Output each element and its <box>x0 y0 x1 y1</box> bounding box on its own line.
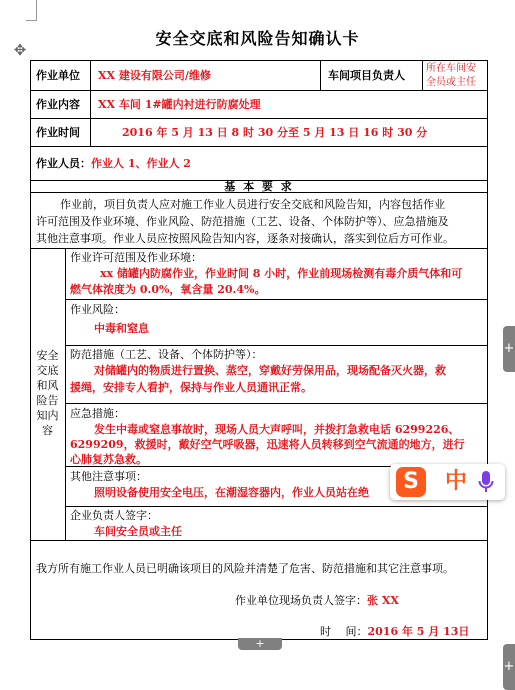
side-label-line: 容 <box>42 424 53 437</box>
sign-label: 企业负责人签字： <box>70 509 158 522</box>
requirements-line-3: 其他注意事项。作业人员应按照风险告知内容，逐条对接确认，落实到位后方可作业。 <box>36 232 454 245</box>
side-label-line: 险告 <box>36 394 59 407</box>
side-label-line: 安全 <box>36 349 59 362</box>
page-corner-mark <box>26 0 37 21</box>
unit-label: 作业单位 <box>36 69 80 82</box>
requirements-heading: 基 本 要 求 <box>224 180 294 193</box>
risk-value: 中毒和窒息 <box>94 322 149 335</box>
side-label-line: 知内 <box>36 409 59 422</box>
ime-toolbar[interactable] <box>390 464 505 500</box>
time-value: 2016 年 5 月 13 日 8 时 30 分至 5 月 13 日 16 时 30 分 <box>122 126 428 139</box>
onsite-sign-value: 张 XX <box>367 594 399 607</box>
sogou-logo-icon[interactable]: S <box>396 467 426 497</box>
scope-label: 作业许可范围及作业环境： <box>70 251 202 264</box>
supervisor-label: 车间项目负责人 <box>328 69 405 82</box>
prevention-label: 防范措施（工艺、设备、个体防护等）： <box>70 348 263 361</box>
other-value: 照明设备使用安全电压，在潮湿容器内，作业人员站在绝 <box>94 486 369 499</box>
ime-chinese-mode-toggle[interactable]: 中 <box>445 469 468 494</box>
date-value: 2016 年 5 月 13日 <box>367 625 470 638</box>
content-label: 作业内容 <box>36 98 80 111</box>
confirmation-table <box>30 60 488 640</box>
unit-value: XX 建设有限公司/维修 <box>98 69 211 82</box>
supervisor-value-line1: 所在车间安 <box>426 63 476 74</box>
scope-line-1: xx 储罐内防腐作业，作业时间 8 小时，作业前现场检测有毒介质气体和可 <box>100 267 463 280</box>
emergency-line-2: 6299209，救援时，戴好空气呼吸器，迅速将人员转移到空气流通的地方，进行 <box>70 438 465 451</box>
confirm-text: 我方所有施工作业人员已明确该项目的风险并清楚了危害、防范措施和其它注意事项。 <box>36 562 454 575</box>
onsite-sign-field <box>235 594 399 607</box>
card-title: 安全交底和风险告知确认卡 <box>155 29 360 48</box>
prevention-line-1: 对储罐内的物质进行置换、蒸空，穿戴好劳保用品，现场配备灭火器，救 <box>94 364 446 377</box>
risk-label: 作业风险： <box>70 303 125 316</box>
supervisor-value-line2: 全员或主任 <box>426 77 476 88</box>
requirements-line-2: 许可范围及作业环境、作业风险、防范措施（工艺、设备、个体防护等）、应急措施及 <box>36 215 449 228</box>
table-move-handle-icon[interactable]: ✥ <box>13 41 27 59</box>
workers-label: 作业人员： <box>36 157 91 170</box>
other-label: 其他注意事项： <box>70 470 147 483</box>
workers-field <box>36 157 191 170</box>
scope-line-2: 燃气体浓度为 0.0%，氧含量 20.4%。 <box>70 283 266 296</box>
content-value: XX 车间 1#罐内衬进行防腐处理 <box>98 98 261 111</box>
workers-value: 作业人 1、作业人 2 <box>91 157 191 170</box>
side-label-line: 和风 <box>36 379 59 392</box>
right-expand-tab-bottom[interactable]: + <box>503 644 515 690</box>
side-label-line: 交底 <box>36 364 59 377</box>
prevention-line-2: 援绳，安排专人看护，保持与作业人员通讯正常。 <box>70 381 312 394</box>
sign-value: 车间安全员或主任 <box>94 525 182 538</box>
emergency-line-1: 发生中毒或窒息事故时，现场人员大声呼叫，并拨打急救电话 6299226、 <box>94 423 460 436</box>
time-label: 作业时间 <box>36 126 80 139</box>
right-expand-tab[interactable]: + <box>503 326 515 372</box>
microphone-icon[interactable] <box>478 470 494 494</box>
date-field <box>320 625 469 638</box>
requirements-line-1: 作业前，项目负责人应对施工作业人员进行安全交底和风险告知，内容包括作业 <box>60 198 445 211</box>
emergency-label: 应急措施： <box>70 407 125 420</box>
onsite-sign-label: 作业单位现场负责人签字： <box>235 594 367 607</box>
date-label: 时 间： <box>320 625 368 638</box>
add-row-tab[interactable]: + <box>238 638 282 650</box>
side-label <box>30 348 65 438</box>
emergency-line-3: 心肺复苏急救。 <box>70 453 147 466</box>
